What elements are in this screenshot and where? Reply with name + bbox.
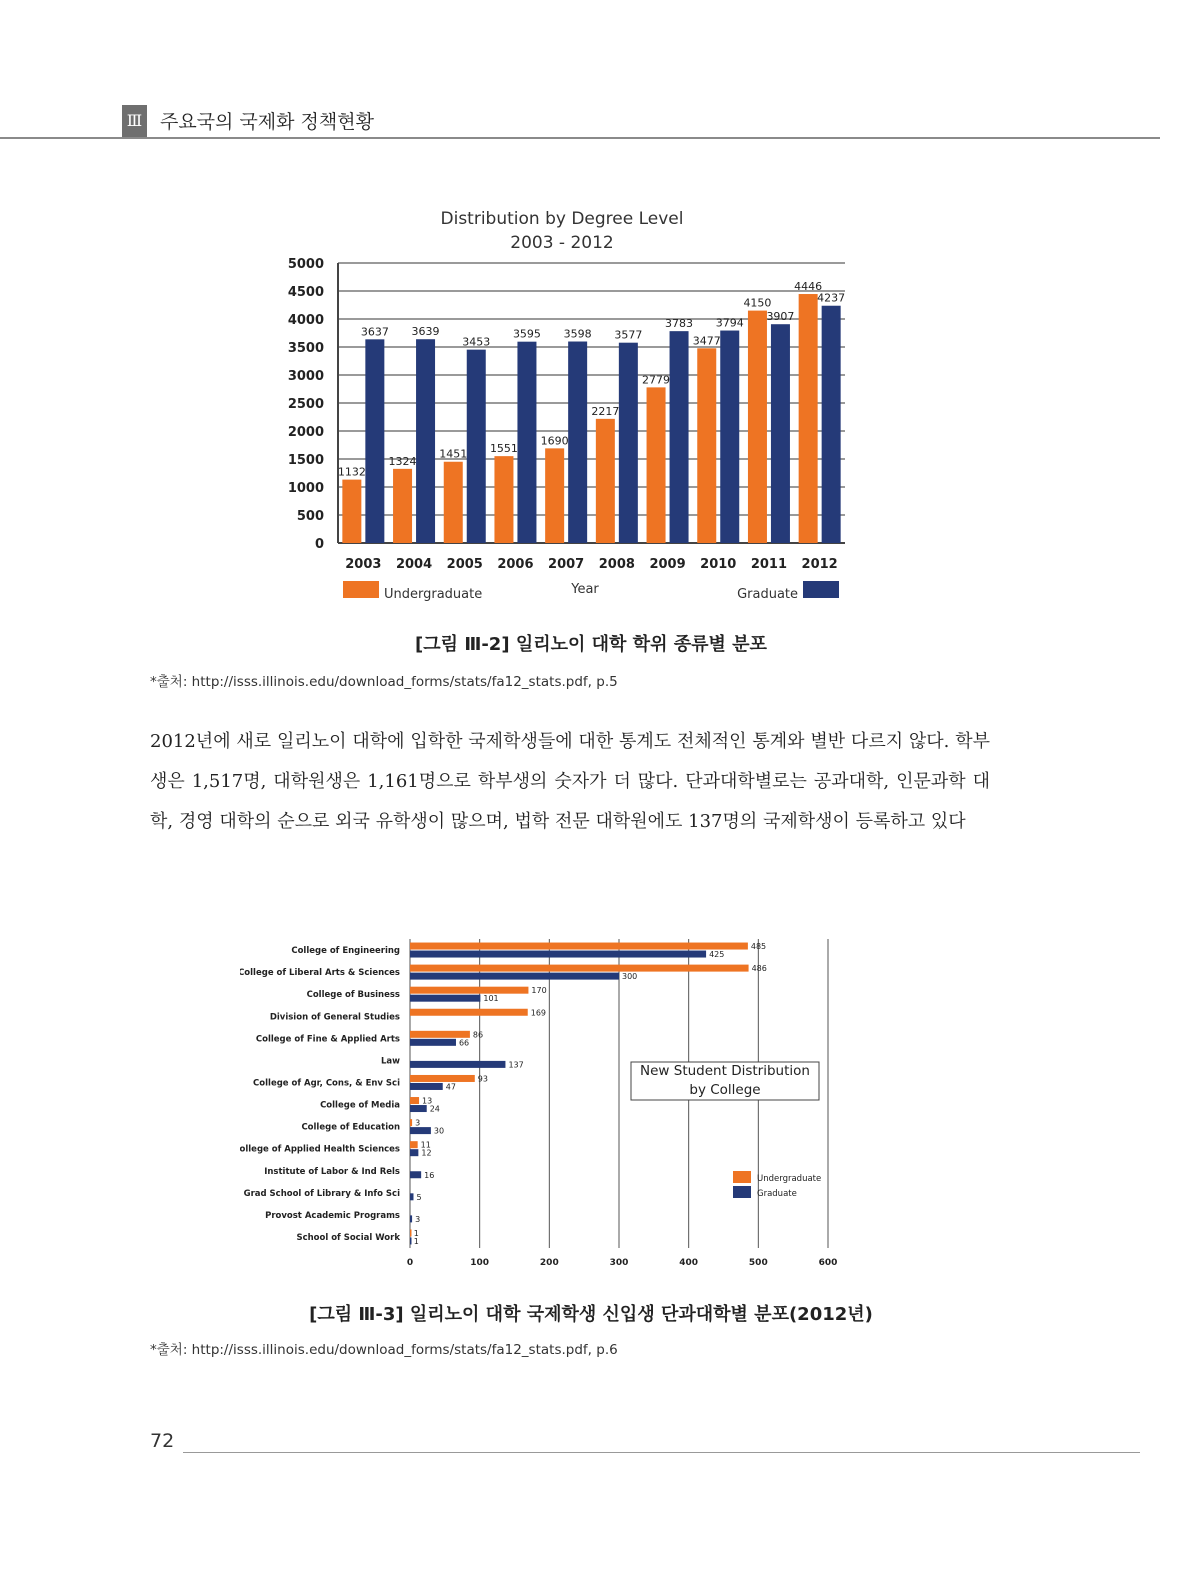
bar-undergraduate (410, 1119, 412, 1126)
x-tick-label: 2010 (700, 557, 737, 572)
bar-undergraduate (748, 311, 767, 543)
data-label: 66 (458, 1038, 470, 1048)
bar-undergraduate (494, 456, 513, 543)
data-label: 3 (415, 1214, 421, 1224)
data-label: 1324 (388, 454, 417, 468)
bar-graduate (822, 306, 841, 543)
bar-undergraduate (410, 1009, 528, 1016)
y-tick-label: 2500 (287, 397, 324, 412)
bar-graduate (365, 339, 384, 543)
data-label: 93 (477, 1074, 488, 1084)
body-paragraph: 2012년에 새로 일리노이 대학에 입학한 국제학생들에 대한 통계도 전체적인 통계와 별반 다르지 않다. 학부생은 1,517명, 대학원생은 1,161명으로 학부생의 숫자가 더 많다. 단과대학별로는 공과대학, 인문과학 대학, 경영 대학의 순으로 외국 유학생이 많으며, 법학 전문 대학원에도 137명의 국제학생이 등록하고 있다 (150, 731, 990, 832)
page-number: 72 (150, 1430, 175, 1452)
data-label: 47 (445, 1082, 456, 1092)
bar-graduate (410, 1193, 413, 1200)
bar-graduate (410, 951, 706, 958)
data-label: 2779 (642, 373, 671, 387)
data-label: 485 (750, 942, 767, 952)
category-label: School of Social Work (296, 1232, 400, 1243)
x-tick-label: 2009 (649, 557, 686, 572)
chapter-title: 주요국의 국제화 정책현황 (160, 111, 374, 133)
legend-swatch-graduate (803, 581, 839, 598)
category-label: Grad School of Library & Info Sci (243, 1188, 400, 1199)
x-tick-label: 2011 (750, 557, 788, 572)
data-label: 11 (420, 1140, 431, 1150)
data-label: 16 (424, 1170, 435, 1180)
category-label: College of Agr, Cons, & Env Sci (253, 1078, 400, 1089)
x-tick-label: 0 (406, 1258, 414, 1268)
bar-graduate (771, 324, 790, 543)
data-label: 425 (709, 950, 725, 960)
bar-graduate (410, 1171, 421, 1178)
bar-graduate (410, 995, 480, 1002)
legend-swatch-graduate (733, 1186, 751, 1198)
y-tick-label: 3500 (287, 341, 324, 356)
x-tick-label: 2012 (801, 557, 838, 572)
bar-undergraduate (410, 987, 528, 994)
data-label: 137 (508, 1060, 524, 1070)
y-tick-label: 500 (296, 509, 324, 524)
data-label: 1 (413, 1236, 419, 1246)
bar-graduate (410, 1127, 431, 1134)
bar-graduate (720, 331, 739, 543)
degree-level-chart (280, 200, 860, 610)
data-label: 5 (416, 1192, 422, 1202)
y-tick-label: 3000 (287, 369, 324, 384)
data-label: 1690 (540, 434, 569, 448)
bar-graduate (410, 1215, 412, 1222)
figure1-caption: [그림 Ⅲ-2] 일리노이 대학 학위 종류별 분포 (415, 634, 767, 655)
x-tick-label: 2006 (497, 557, 534, 572)
bar-graduate (416, 339, 435, 543)
bar-graduate (410, 973, 619, 980)
y-tick-label: 5000 (287, 257, 324, 272)
category-label: College of Liberal Arts & Sciences (240, 968, 400, 979)
x-tick-label: 100 (470, 1258, 490, 1268)
data-label: 486 (751, 964, 767, 974)
data-label: 1 (413, 1228, 419, 1238)
x-tick-label: 600 (818, 1258, 838, 1268)
bar-graduate (517, 342, 536, 543)
legend-swatch-undergraduate (733, 1171, 751, 1183)
figure1-source: *출처: http://isss.illinois.edu/download_forms/stats/fa12_stats.pdf, p.5 (150, 674, 618, 690)
data-label: 1132 (337, 465, 366, 479)
bar-undergraduate (596, 419, 615, 543)
college-distribution-chart (240, 925, 850, 1275)
data-label: 3577 (614, 328, 643, 342)
legend-label-undergraduate: Undergraduate (757, 1174, 822, 1184)
figure2-source: *출처: http://isss.illinois.edu/download_forms/stats/fa12_stats.pdf, p.6 (150, 1342, 618, 1358)
data-label: 1551 (489, 442, 518, 456)
y-tick-label: 2000 (287, 425, 324, 440)
legend-label-graduate: Graduate (757, 1189, 797, 1199)
bar-undergraduate (697, 348, 716, 543)
chart-subtitle: 2003 - 2012 (510, 233, 614, 253)
bar-graduate (410, 1061, 505, 1068)
bar-undergraduate (410, 1229, 412, 1236)
data-label: 3783 (665, 317, 694, 331)
y-tick-label: 1000 (287, 481, 324, 496)
header-rule (0, 137, 1160, 139)
bar-graduate (467, 350, 486, 543)
data-label: 3453 (462, 335, 491, 349)
y-tick-label: 0 (314, 537, 324, 552)
data-label: 13 (422, 1096, 433, 1106)
legend-swatch-undergraduate (343, 581, 379, 598)
bar-undergraduate (410, 1141, 418, 1148)
data-label: 24 (429, 1104, 440, 1114)
bar-graduate (410, 1237, 412, 1244)
figure2-caption: [그림 Ⅲ-3] 일리노이 대학 국제학생 신입생 단과대학별 분포(2012년) (309, 1304, 873, 1325)
data-label: 4446 (794, 280, 823, 294)
x-tick-label: 2005 (446, 557, 483, 572)
degree-level-chart-svg (280, 200, 860, 610)
x-tick-label: 2008 (598, 557, 635, 572)
bar-undergraduate (647, 387, 666, 543)
data-label: 30 (433, 1126, 445, 1136)
category-label: College of Media (320, 1100, 400, 1111)
x-tick-label: 2004 (395, 557, 433, 572)
bar-graduate (410, 1105, 427, 1112)
legend-label-undergraduate: Undergraduate (384, 587, 483, 602)
data-label: 3794 (715, 316, 744, 330)
y-tick-label: 1500 (287, 453, 324, 468)
legend-label-graduate: Graduate (737, 587, 798, 602)
x-axis-label: Year (571, 582, 599, 597)
chapter-number-badge: Ⅲ (122, 105, 147, 137)
bar-graduate (568, 342, 587, 543)
data-label: 4150 (743, 296, 772, 310)
data-label: 101 (483, 994, 499, 1004)
data-label: 2217 (591, 404, 620, 418)
data-label: 3 (415, 1118, 421, 1128)
category-label: Law (380, 1056, 400, 1067)
bar-undergraduate (410, 943, 748, 950)
bar-graduate (410, 1039, 456, 1046)
page-header (0, 100, 1182, 140)
data-label: 170 (531, 986, 547, 996)
bar-undergraduate (342, 480, 361, 543)
x-tick-label: 400 (679, 1258, 699, 1268)
bar-graduate (410, 1083, 443, 1090)
y-tick-label: 4500 (287, 285, 324, 300)
bar-undergraduate (799, 294, 818, 543)
bar-graduate (410, 1149, 418, 1156)
category-label: College of Applied Health Sciences (240, 1144, 400, 1155)
y-tick-label: 4000 (287, 313, 324, 328)
data-label: 3598 (563, 327, 592, 341)
data-label: 1451 (439, 447, 468, 461)
x-tick-label: 2007 (548, 557, 585, 572)
category-label: Division of General Studies (269, 1012, 400, 1023)
bar-undergraduate (410, 1031, 470, 1038)
data-label: 169 (530, 1008, 547, 1018)
data-label: 4237 (817, 291, 846, 305)
category-label: Institute of Labor & Ind Rels (264, 1166, 400, 1177)
data-label: 3639 (411, 325, 440, 339)
chart-title-line: New Student Distribution (640, 1063, 810, 1079)
x-tick-label: 200 (539, 1258, 559, 1268)
data-label: 12 (421, 1148, 432, 1158)
bar-undergraduate (545, 448, 564, 543)
data-label: 3637 (360, 325, 389, 339)
bar-undergraduate (444, 462, 463, 543)
data-label: 3907 (766, 310, 795, 324)
college-distribution-chart-svg (240, 925, 850, 1275)
data-label: 3595 (512, 327, 541, 341)
chart-title-line: by College (689, 1082, 761, 1098)
x-tick-label: 300 (609, 1258, 629, 1268)
data-label: 86 (472, 1030, 484, 1040)
data-label: 3477 (692, 334, 721, 348)
bar-graduate (670, 331, 689, 543)
category-label: College of Education (301, 1122, 400, 1133)
bar-undergraduate (393, 469, 412, 543)
category-label: College of Business (306, 990, 400, 1001)
x-tick-label: 500 (748, 1258, 768, 1268)
category-label: College of Engineering (291, 946, 400, 957)
bar-graduate (619, 343, 638, 543)
data-label: 300 (622, 972, 638, 982)
chart-title: Distribution by Degree Level (440, 209, 684, 229)
category-label: Provost Academic Programs (265, 1210, 400, 1221)
footer-rule (183, 1452, 1140, 1453)
category-label: College of Fine & Applied Arts (255, 1034, 400, 1045)
x-tick-label: 2003 (345, 557, 382, 572)
bar-undergraduate (410, 1097, 419, 1104)
bar-undergraduate (410, 965, 749, 972)
bar-undergraduate (410, 1075, 475, 1082)
